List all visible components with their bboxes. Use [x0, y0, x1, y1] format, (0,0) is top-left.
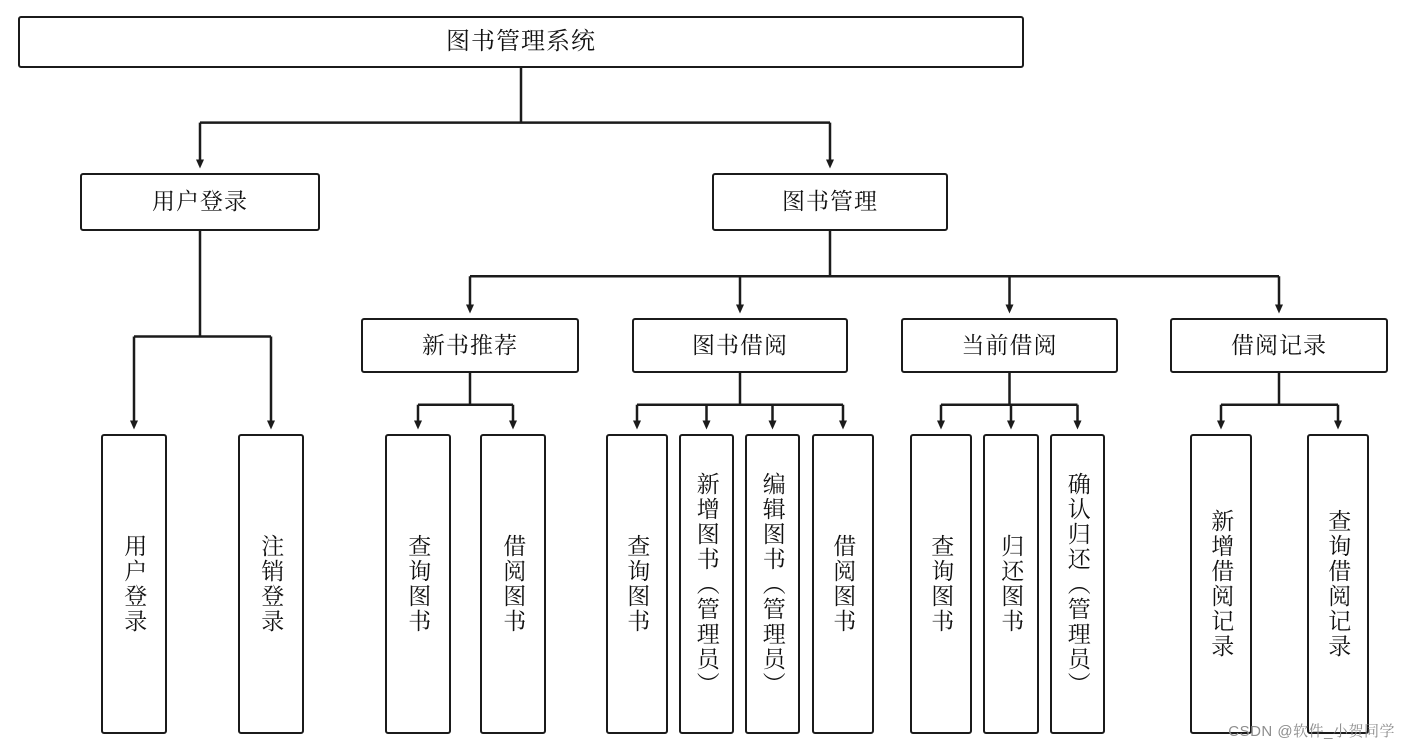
node-label: 当前借阅 — [961, 331, 1058, 358]
node-leaf-logout — [238, 434, 304, 734]
node-newbook — [361, 318, 579, 373]
node-leaf-confirm-c — [1050, 434, 1105, 734]
node-label: 新书推荐 — [422, 331, 518, 358]
node-leaf-login — [101, 434, 167, 734]
node-current — [901, 318, 1118, 373]
node-label: 注销登录 — [258, 534, 285, 634]
node-label: 查询图书 — [928, 534, 955, 634]
node-label: 图书管理 — [782, 188, 878, 215]
node-label: 编辑图书（管理员） — [759, 471, 786, 697]
node-root — [18, 16, 1024, 68]
node-label: 确认归还（管理员） — [1064, 471, 1091, 697]
node-leaf-borrow-new — [480, 434, 546, 734]
node-label: 新增借阅记录 — [1208, 509, 1235, 659]
node-label: 查询图书 — [624, 534, 651, 634]
node-label: 查询图书 — [405, 534, 432, 634]
node-label: 用户登录 — [121, 534, 148, 634]
node-leaf-query-c — [910, 434, 972, 734]
node-label: 查询借阅记录 — [1325, 509, 1352, 659]
node-label: 借阅记录 — [1231, 331, 1327, 358]
watermark-text: CSDN @软件_小贺同学 — [1228, 723, 1395, 740]
node-leaf-query-new — [385, 434, 451, 734]
node-label: 用户登录 — [152, 188, 248, 215]
node-label: 新增图书（管理员） — [693, 471, 720, 697]
node-label: 归还图书 — [998, 534, 1025, 634]
node-label: 图书借阅 — [692, 331, 788, 358]
node-leaf-edit-b — [745, 434, 800, 734]
node-login — [80, 173, 320, 231]
node-leaf-query-b — [606, 434, 668, 734]
node-bookmgmt — [712, 173, 948, 231]
node-leaf-query-r — [1307, 434, 1369, 734]
node-leaf-add-r — [1190, 434, 1252, 734]
node-leaf-return-c — [983, 434, 1039, 734]
node-label: 借阅图书 — [830, 534, 857, 634]
node-record — [1170, 318, 1388, 373]
node-label: 图书管理系统 — [446, 27, 596, 55]
node-leaf-lend-b — [812, 434, 874, 734]
node-borrow — [632, 318, 848, 373]
node-label: 借阅图书 — [500, 534, 527, 634]
node-leaf-add-b — [679, 434, 734, 734]
